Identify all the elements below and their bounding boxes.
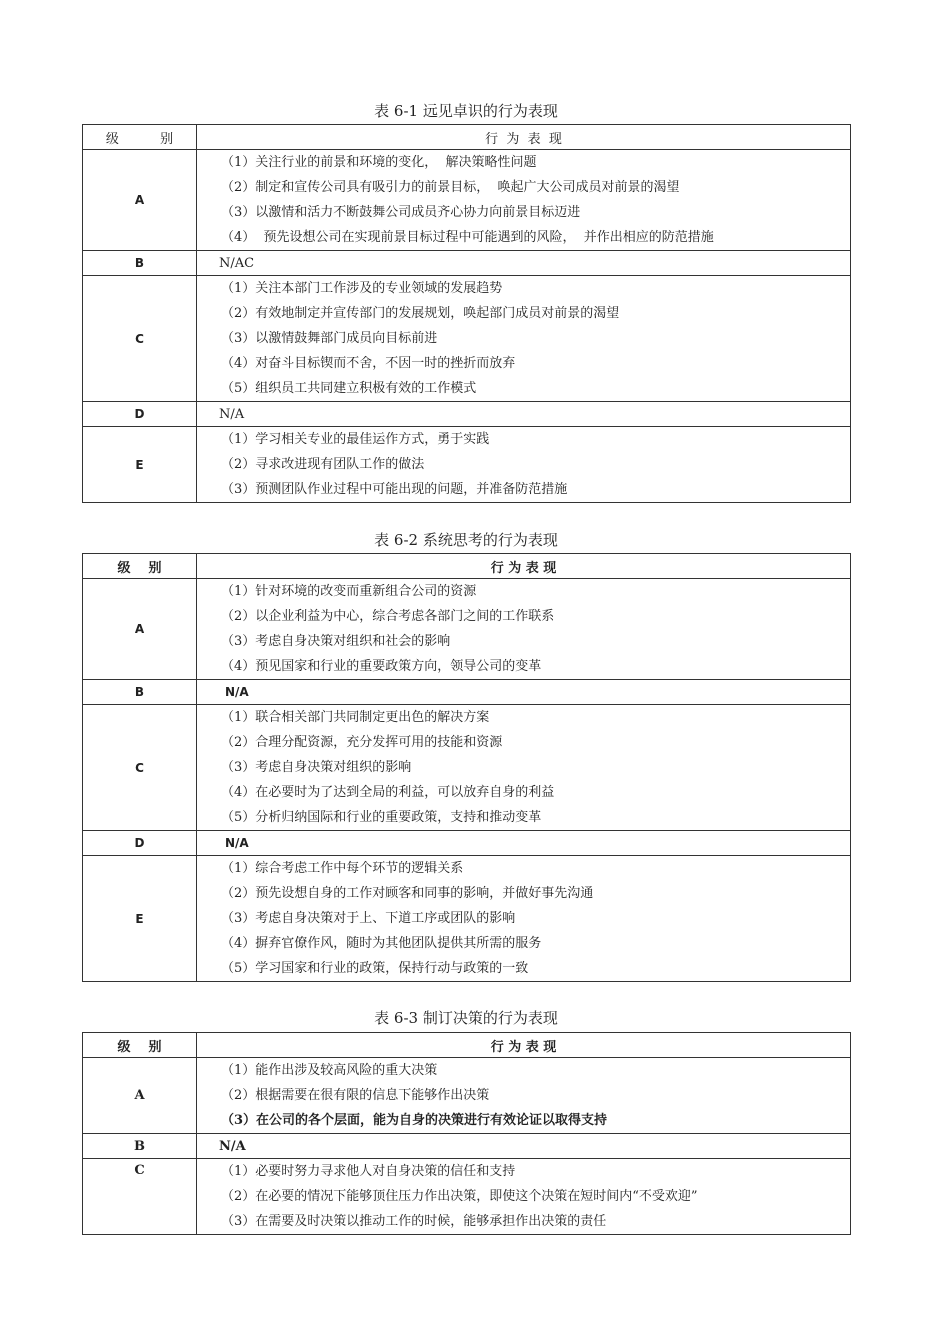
table2-c-item-1: （1）联合相关部门共同制定更出色的解决方案 [221, 710, 490, 725]
table3 [82, 1032, 851, 1235]
table3-a-item-3: （3）在公司的各个层面，能为自身的决策进行有效论证以取得支持 [221, 1113, 608, 1128]
table2-level-c: C [83, 705, 197, 831]
table3-behavior-b: N/A [197, 1134, 851, 1159]
table1-behavior-d: N/A [197, 402, 851, 427]
table3-title: 表 6-3 制订决策的行为表现 [374, 1009, 558, 1027]
table1-a-item-4: （4） 预先设想公司在实现前景目标过程中可能遇到的风险， 并作出相应的防范措施 [221, 230, 714, 245]
table1-c-item-4: （4）对奋斗目标锲而不舍，不因一时的挫折而放弃 [221, 356, 516, 371]
table2-level-d: D [83, 831, 197, 856]
table2-header-behavior: 行 为 表 现 [197, 554, 851, 579]
table1-c-item-2: （2）有效地制定并宣传部门的发展规划，唤起部门成员对前景的渴望 [221, 306, 620, 321]
table2-header-level: 级 别 [83, 554, 197, 579]
table1-c-item-1: （1）关注本部门工作涉及的专业领域的发展趋势 [221, 281, 503, 296]
table1-a-item-2: （2）制定和宣传公司具有吸引力的前景目标， 唤起广大公司成员对前景的渴望 [221, 180, 680, 195]
table3-c-item-2: （2）在必要的情况下能够顶住压力作出决策，即使这个决策在短时间内“不受欢迎” [221, 1189, 698, 1204]
table2-a-item-3: （3）考虑自身决策对组织和社会的影响 [221, 634, 451, 649]
table2-level-b: B [83, 680, 197, 705]
table2-behavior-e [197, 856, 851, 982]
table2-behavior-b: N/A [197, 680, 851, 705]
table3-level-b: B [83, 1134, 197, 1159]
table2-a-item-1: （1）针对环境的改变而重新组合公司的资源 [221, 584, 477, 599]
table3-level-c: C [83, 1159, 197, 1235]
table3-c-item-1: （1）必要时努力寻求他人对自身决策的信任和支持 [221, 1164, 516, 1179]
table2-e-item-5: （5）学习国家和行业的政策，保持行动与政策的一致 [221, 961, 529, 976]
table1-a-item-3: （3）以激情和活力不断鼓舞公司成员齐心协力向前景目标迈进 [221, 205, 581, 220]
table2-behavior-d: N/A [197, 831, 851, 856]
table1-e-item-1: （1）学习相关专业的最佳运作方式，勇于实践 [221, 432, 490, 447]
table2-c-item-3: （3）考虑自身决策对组织的影响 [221, 760, 412, 775]
table2-e-item-1: （1）综合考虑工作中每个环节的逻辑关系 [221, 861, 464, 876]
table1-title: 表 6-1 远见卓识的行为表现 [374, 102, 558, 120]
table1-e-item-3: （3）预测团队作业过程中可能出现的问题，并准备防范措施 [221, 482, 568, 497]
table3-behavior-c [197, 1159, 851, 1235]
table2-behavior-c [197, 705, 851, 831]
table2-e-item-3: （3）考虑自身决策对于上、下道工序或团队的影响 [221, 911, 516, 926]
table2-a-item-2: （2）以企业利益为中心，综合考虑各部门之间的工作联系 [221, 609, 555, 624]
table3-a-item-2: （2）根据需要在很有限的信息下能够作出决策 [221, 1088, 490, 1103]
table2-c-item-2: （2）合理分配资源，充分发挥可用的技能和资源 [221, 735, 503, 750]
table2-e-item-4: （4）摒弃官僚作风，随时为其他团队提供其所需的服务 [221, 936, 542, 951]
table1-level-e: E [83, 427, 197, 503]
table1-behavior-b: N/AC [197, 251, 851, 276]
table2-c-item-5: （5）分析归纳国际和行业的重要政策，支持和推动变革 [221, 810, 542, 825]
table3-header-behavior: 行 为 表 现 [197, 1033, 851, 1058]
table1-level-b: B [83, 251, 197, 276]
table3-a-item-1: （1）能作出涉及较高风险的重大决策 [221, 1063, 438, 1078]
table1-a-item-1: （1）关注行业的前景和环境的变化， 解决策略性问题 [221, 155, 537, 170]
table1 [82, 124, 851, 503]
table2-c-item-4: （4）在必要时为了达到全局的利益，可以放弃自身的利益 [221, 785, 555, 800]
table3-header-level: 级 别 [83, 1033, 197, 1058]
table2-behavior-a [197, 579, 851, 680]
table1-header-behavior: 行 为 表 现 [197, 125, 851, 150]
table1-level-a: A [83, 150, 197, 251]
table1-behavior-a [197, 150, 851, 251]
table2 [82, 553, 851, 982]
table3-level-a: A [83, 1058, 197, 1134]
table1-level-d: D [83, 402, 197, 427]
table1-e-item-2: （2）寻求改进现有团队工作的做法 [221, 457, 425, 472]
table2-title: 表 6-2 系统思考的行为表现 [374, 531, 558, 549]
table1-header-level: 级 别 [83, 125, 197, 150]
table3-c-item-3: （3）在需要及时决策以推动工作的时候，能够承担作出决策的责任 [221, 1214, 607, 1229]
table3-behavior-a [197, 1058, 851, 1134]
table1-behavior-e [197, 427, 851, 503]
table1-behavior-c [197, 276, 851, 402]
table2-level-e: E [83, 856, 197, 982]
table1-c-item-3: （3）以激情鼓舞部门成员向目标前进 [221, 331, 438, 346]
table2-a-item-4: （4）预见国家和行业的重要政策方向，领导公司的变革 [221, 659, 542, 674]
table2-e-item-2: （2）预先设想自身的工作对顾客和同事的影响，并做好事先沟通 [221, 886, 594, 901]
table2-level-a: A [83, 579, 197, 680]
table1-level-c: C [83, 276, 197, 402]
table1-c-item-5: （5）组织员工共同建立积极有效的工作模式 [221, 381, 477, 396]
